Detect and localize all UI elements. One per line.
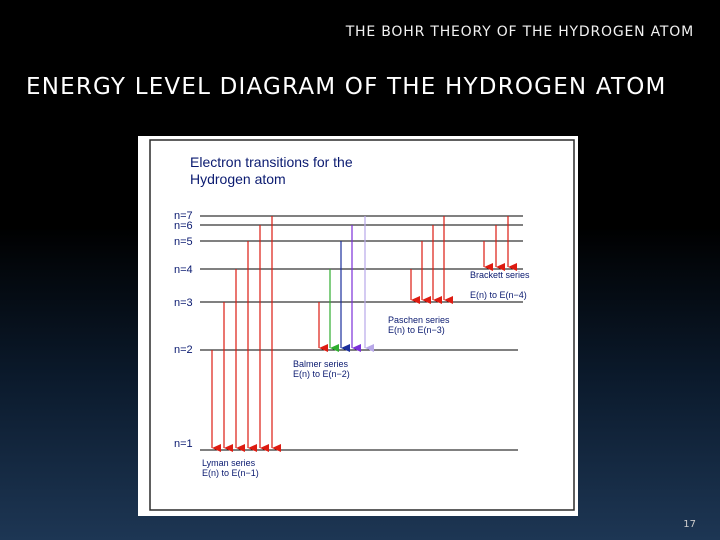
level-label-n5: n=5 bbox=[174, 236, 193, 248]
level-label-n4: n=4 bbox=[174, 264, 193, 276]
page-number: 17 bbox=[683, 519, 696, 530]
diagram-title-line2: Hydrogen atom bbox=[190, 171, 286, 187]
level-label-n3: n=3 bbox=[174, 297, 193, 309]
balmer-series-label: Balmer series bbox=[293, 359, 349, 369]
level-label-n6: n=6 bbox=[174, 220, 193, 232]
level-label-n7: n=7 bbox=[174, 210, 193, 222]
energy-level-figure bbox=[138, 136, 578, 516]
paschen-series-label: Paschen series bbox=[388, 315, 450, 325]
slide-title: ENERGY LEVEL DIAGRAM OF THE HYDROGEN ATOM bbox=[26, 74, 667, 100]
balmer-series-rule: E(n) to E(n−2) bbox=[293, 369, 350, 379]
diagram-title-line1: Electron transitions for the bbox=[190, 154, 353, 170]
lyman-series-rule: E(n) to E(n−1) bbox=[202, 468, 259, 478]
paschen-series-rule: E(n) to E(n−3) bbox=[388, 325, 445, 335]
slide-header: THE BOHR THEORY OF THE HYDROGEN ATOM bbox=[345, 24, 694, 40]
lyman-series-label: Lyman series bbox=[202, 458, 256, 468]
level-label-n1: n=1 bbox=[174, 438, 193, 450]
level-label-n2: n=2 bbox=[174, 344, 193, 356]
brackett-series-rule: E(n) to E(n−4) bbox=[470, 290, 527, 300]
energy-level-diagram bbox=[138, 136, 578, 516]
diagram-border bbox=[150, 140, 574, 510]
brackett-series-label: Brackett series bbox=[470, 270, 530, 280]
